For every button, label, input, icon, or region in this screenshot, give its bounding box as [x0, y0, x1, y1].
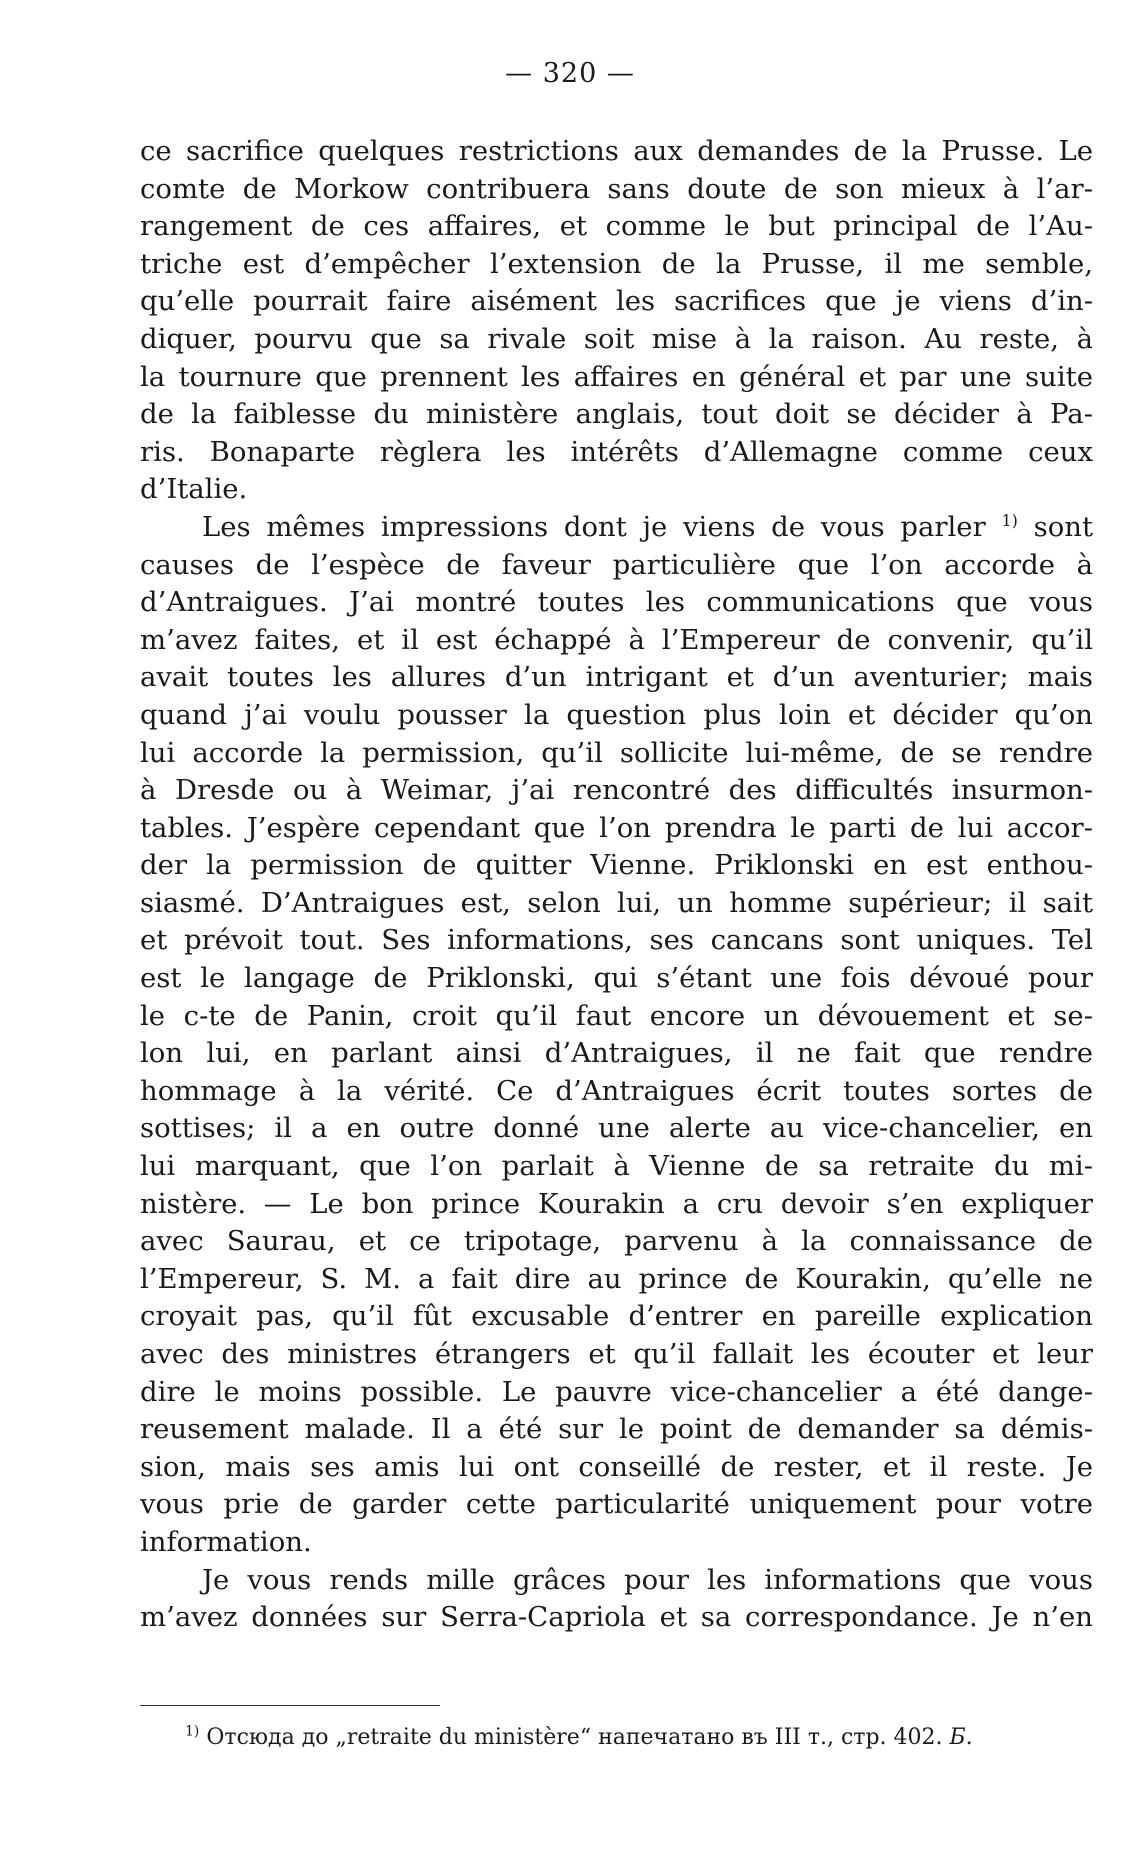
text-line: rangement de ces affaires, et comme le but principal de l’Au-: [140, 210, 1093, 243]
text-line-start: Les mêmes impressions dont je viens de vous parler: [202, 510, 986, 543]
text-line: dire le moins possible. Le pauvre vice-chancelier a été dange-: [140, 1375, 1093, 1408]
text-line: l’Empereur, S. M. a fait dire au prince de Kourakin, qu’elle ne: [140, 1262, 1093, 1295]
text-line: lon lui, en parlant ainsi d’Antraigues, il ne fait que rendre: [140, 1037, 1093, 1070]
text-line: lui marquant, que l’on parlait à Vienne de sa retraite du mi-: [140, 1150, 1093, 1183]
text-line: d’Antraigues. J’ai montré toutes les communications que vous: [140, 586, 1093, 619]
text-line: tables. J’espère cependant que l’on prendra le parti de lui accor-: [140, 811, 1093, 844]
footnote-mark: 1): [185, 1723, 200, 1740]
paragraph-1: [140, 133, 1093, 509]
footnote: [185, 1723, 1085, 1753]
page-number: — 320 —: [505, 58, 635, 89]
text-line: nistère. — Le bon prince Kourakin a cru devoir s’en expliquer: [140, 1187, 1093, 1220]
text-line: reusement malade. Il a été sur le point de demander sa démis-: [140, 1413, 1093, 1446]
footnote-reference[interactable]: 1): [1001, 510, 1018, 530]
text-line: der la permission de quitter Vienne. Priklonski en est enthou-: [140, 849, 1093, 882]
text-line: avec Saurau, et ce tripotage, parvenu à la connaissance de: [140, 1225, 1093, 1258]
footnote-text: Отсюда до „retraite du ministère“ напечатано въ III т., стр. 402.: [206, 1725, 943, 1750]
text-line: le c-te de Panin, croit qu’il faut encore un dévouement et se-: [140, 999, 1093, 1032]
text-line: Je vous rends mille grâces pour les informations que vous: [202, 1563, 1093, 1596]
text-line: est le langage de Priklonski, qui s’étant une fois dévoué pour: [140, 962, 1093, 995]
text-line: m’avez données sur Serra-Capriola et sa correspondance. Je n’en: [140, 1601, 1093, 1634]
text-line: hommage à la vérité. Ce d’Antraigues écrit toutes sortes de: [140, 1074, 1093, 1107]
body-text: [140, 133, 1093, 1637]
text-line: et prévoit tout. Ses informations, ses cancans sont uniques. Tel: [140, 924, 1093, 957]
text-line: qu’elle pourrait faire aisément les sacrifices que je viens d’in-: [140, 285, 1093, 318]
text-line: causes de l’espèce de faveur particulière que l’on accorde à: [140, 548, 1093, 581]
text-line: triche est d’empêcher l’extension de la Prusse, il me semble,: [140, 247, 1093, 280]
text-line: siasmé. D’Antraigues est, selon lui, un homme supérieur; il sait: [140, 886, 1093, 919]
text-line: quand j’ai voulu pousser la question plus loin et décider qu’on: [140, 698, 1093, 731]
text-line: lui accorde la permission, qu’il sollicite lui-même, de se rendre: [140, 736, 1093, 769]
text-line-with-footnote: [140, 509, 1093, 547]
footnote-signature: Б.: [949, 1725, 973, 1750]
text-line: ris. Bonaparte règlera les intérêts d’Allemagne comme ceux: [140, 435, 1093, 468]
text-line: ce sacrifice quelques restrictions aux demandes de la Prusse. Le: [140, 135, 1093, 167]
text-line-end: sont: [1033, 510, 1093, 543]
text-line: croyait pas, qu’il fût excusable d’entrer en pareille explication: [140, 1300, 1093, 1333]
text-line: vous prie de garder cette particularité uniquement pour votre: [140, 1488, 1093, 1521]
text-line: diquer, pourvu que sa rivale soit mise à la raison. Au reste, à: [140, 322, 1093, 355]
text-line: sion, mais ses amis lui ont conseillé de rester, et il reste. Je: [140, 1450, 1093, 1483]
footnote-divider: [140, 1705, 440, 1706]
text-line: information.: [140, 1525, 312, 1558]
text-line: la tournure que prennent les affaires en général et par une suite: [140, 360, 1093, 393]
text-line: avait toutes les allures d’un intrigant et d’un aventurier; mais: [140, 661, 1093, 694]
text-line: avec des ministres étrangers et qu’il fallait les écouter et leur: [140, 1338, 1093, 1370]
text-line: comte de Morkow contribuera sans doute de son mieux à l’ar-: [140, 172, 1093, 205]
paragraph-2: [140, 509, 1093, 1562]
text-line: à Dresde ou à Weimar, j’ai rencontré des difficultés insurmon-: [140, 774, 1093, 807]
text-line: d’Italie.: [140, 473, 248, 506]
text-line: sottises; il a en outre donné une alerte au vice-chancelier, en: [140, 1112, 1093, 1145]
text-line: de la faiblesse du ministère anglais, tout doit se décider à Pa-: [140, 398, 1093, 431]
paragraph-3: [140, 1562, 1093, 1637]
text-line: m’avez faites, et il est échappé à l’Empereur de convenir, qu’il: [140, 623, 1093, 656]
